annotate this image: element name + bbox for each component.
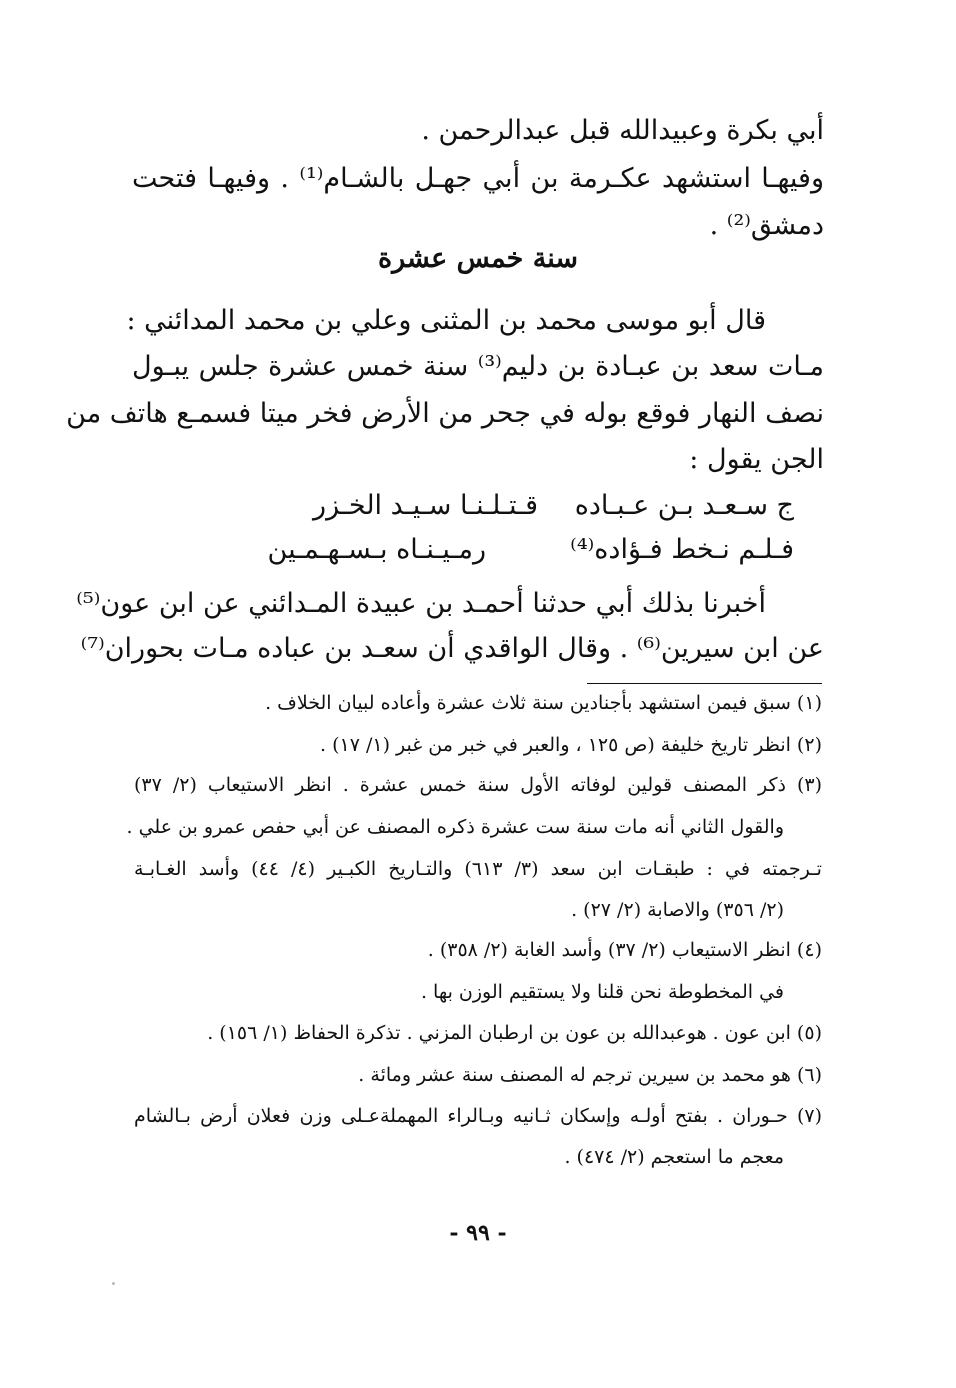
footnote-3-line-2: والقول الثاني أنه مات سنة ست عشرة ذكره المصنف عن أبي حفص عمرو بن علي .	[126, 816, 784, 838]
footnote-2: (٢) انظر تاريخ خليفة (ص ١٢٥ ، والعبر في خبر من غبر (١/ ١٧) .	[320, 734, 822, 756]
footnote-7-line-1: (٧) حـوران . بفتح أولـه وإسكان ثـانيه وبـالراء المهملةعـلى وزن فعلان أرض بـالشام	[134, 1105, 822, 1127]
page-number: - ٩٩ -	[449, 1220, 507, 1246]
body-line-3: دمشق⁽²⁾ .	[709, 210, 824, 241]
verse-1-second-hemistich: ج سـعـد بـن عـبـاده	[574, 490, 794, 521]
body-line-1: أبي بكرة وعبيدالله قبل عبدالرحمن .	[421, 115, 824, 146]
body-line-6: نصف النهار فوقع بوله في جحر من الأرض فخر ميتا فسمـع هاتف من	[66, 398, 824, 429]
body-line-4: قال أبو موسى محمد بن المثنى وعلي بن محمد المدائني :	[126, 305, 766, 336]
verse-2-second-hemistich: فـلـم نـخط فـؤاده⁽⁴⁾	[570, 534, 794, 565]
footnote-6: (٦) هو محمد بن سيرين ترجم له المصنف سنة عشر ومائة .	[358, 1064, 822, 1086]
footnote-7-line-2: معجم ما استعجم (٢/ ٤٧٤) .	[564, 1146, 784, 1168]
verse-1-first-hemistich: قـتـلـنـا سـيـد الخـزر	[313, 490, 538, 521]
footnote-4-line-2: في المخطوطة نحن قلنا ولا يستقيم الوزن بها .	[420, 981, 784, 1003]
footnote-3-line-4: (٢/ ٣٥٦) والاصابة (٢/ ٢٧) .	[571, 899, 784, 921]
body-line-2: وفيهـا استشهد عكـرمة بن أبي جهـل بالشـام⁽¹⁾ . وفيهـا فتحت	[132, 163, 824, 194]
body-line-7: الجن يقول :	[689, 444, 824, 475]
footnote-4-line-1: (٤) انظر الاستيعاب (٢/ ٣٧) وأسد الغابة (٢/ ٣٥٨) .	[427, 939, 822, 961]
footnote-1: (١) سبق فيمن استشهد بأجنادين سنة ثلاث عشرة وأعاده لبيان الخلاف .	[265, 692, 822, 714]
body-line-9: عن ابن سيرين⁽⁶⁾ . وقال الواقدي أن سعـد بن عباده مـات بحوران⁽⁷⁾	[80, 633, 824, 664]
body-line-8: أخبرنا بذلك أبي حدثنا أحمـد بن عبيدة المـدائني عن ابن عون⁽⁵⁾	[76, 588, 766, 619]
footnote-3-line-3: تـرجمته في : طبقـات ابن سعد (٣/ ٦١٣) والتـاريخ الكبـير (٤/ ٤٤) وأسد الغـابـة	[134, 858, 822, 880]
footnote-divider	[587, 683, 822, 684]
body-line-5: مـات سعد بن عبـادة بن دليم⁽³⁾ سنة خمس عشرة جلس يبـول	[132, 351, 824, 382]
footnote-5: (٥) ابن عون . هوعبدالله بن عون بن ارطبان المزني . تذكرة الحفاظ (١/ ١٥٦) .	[207, 1022, 822, 1044]
scan-speck	[112, 1282, 115, 1285]
verse-2-first-hemistich: رمـيـنـاه بـسـهـمـين	[267, 534, 486, 565]
footnote-3-line-1: (٣) ذكر المصنف قولين لوفاته الأول سنة خمس عشرة . انظر الاستيعاب (٢/ ٣٧)	[134, 774, 822, 796]
section-heading: سنة خمس عشرة	[377, 243, 578, 274]
